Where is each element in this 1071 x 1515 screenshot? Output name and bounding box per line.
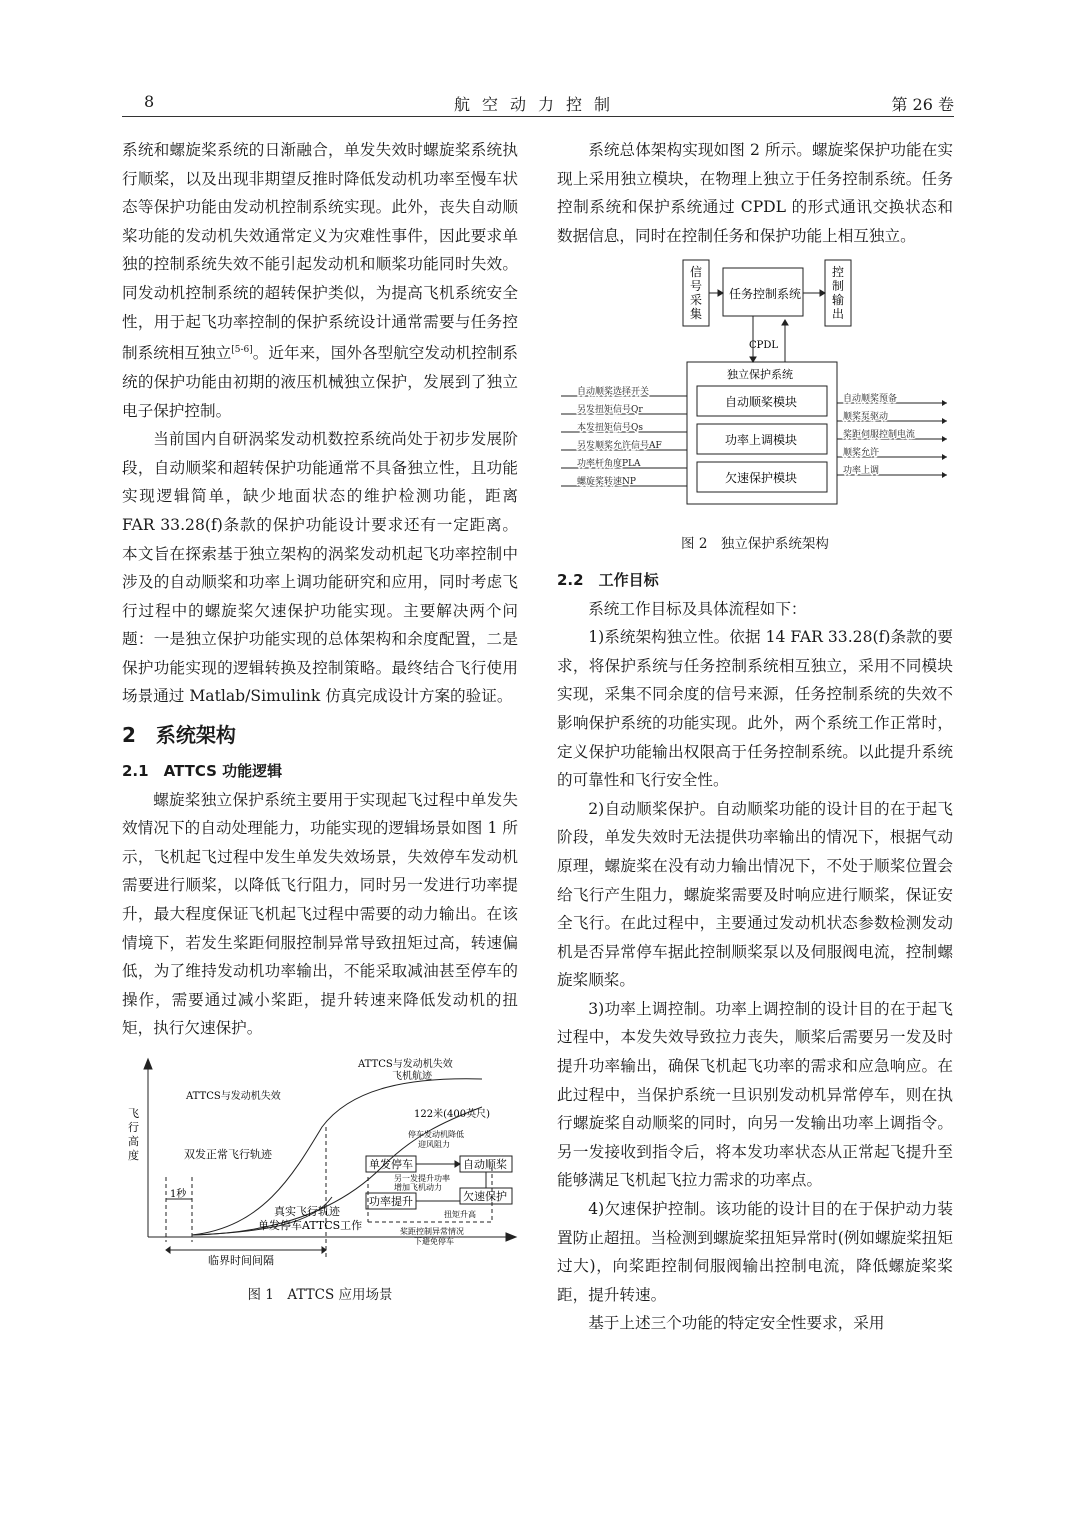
control-output-label: 控制输出 [832,265,845,322]
box-auto-feather: 自动顺桨 [463,1158,507,1171]
output-signal-label: 顺桨允许 [843,448,880,459]
input-signal-label: 自动顺桨选择开关 [577,387,650,398]
input-signal-list [561,385,687,487]
paragraph: 螺旋桨独立保护系统主要用于实现起飞过程中单发失效情况下的自动处理能力，功能实现的逻辑场景如图 1 所示，飞机起飞过程中发生单发失效场景，失效停车发动机需要进行顺桨，以降低飞行阻力，同时另一发进行功率提升，最大程度保证飞机起飞过程中需要的动力输出。在该情境下，若发生桨距伺服控制异常导致扭矩过高，转速偏低，为了维持发动机功率输出，不能采取减油甚至停车的操作，需要通过减小桨距，提升转速来降低发动机的扭矩，执行欠速保护。 [122,790,518,1038]
subsection-heading: 2.1 ATTCS 功能逻辑 [122,761,283,780]
output-signal-label: 桨距伺服控制电流 [843,430,916,441]
label-critical-interval: 临界时间间隔 [208,1254,274,1267]
section-heading: 2 系统架构 [122,723,236,748]
paragraph: 当前国内自研涡桨发动机数控系统尚处于初步发展阶段，自动顺桨和超转保护功能通常不具备独立性，且功能实现逻辑简单，缺少地面状态的维护检测功能，距离 FAR 33.28(f)条款的保护功能设计要求还有一定距离。本文旨在探索基于独立架构的涡桨发动机起飞功率控制中涉及的自动顺桨和功率上调功能研究和应用，同时考虑飞行过程中的螺旋桨欠速保护功能实现。主要解决两个问题：一是独立保护功能实现的总体架构和余度配置，二是保护功能实现的逻辑转换及控制策略。最终结合飞行使用场景通过 Matlab/Simulink 仿真完成设计方案的验证。 [122,430,518,706]
label-torque-rise: 扭矩升高 [444,1210,476,1219]
output-arrow [942,418,947,424]
label-122m: 122米(400英尺) [414,1109,490,1120]
module-underspeed: 欠速保护模块 [725,471,798,486]
protection-architecture-diagram [557,256,953,516]
output-signal-label: 功率上调 [843,466,880,477]
paragraph: 4)欠速保护控制。该功能的设计目的在于保护动力装置防止超扭。当检测到螺旋桨扭矩异常时(例如螺旋桨扭矩过大)，向桨距控制伺服阀输出控制电流，降低螺旋桨桨距，提升转速。 [557,1200,953,1304]
output-arrow [942,436,947,442]
label-drag-2: 迎风阻力 [418,1140,450,1149]
figure-1 [122,1057,518,1309]
output-signal-label: 顺桨泵驱动 [843,412,889,423]
box-power-up: 功率提升 [369,1195,413,1208]
signal-collect-label: 信号采集 [690,265,703,322]
figure-2-caption: 图 2 独立保护系统架构 [681,535,829,552]
label-fail-route-2: 飞机航迹 [392,1071,432,1082]
page-header [122,92,954,114]
label-real-2: 单发停车ATTCS工作 [258,1219,363,1232]
header-rule [122,116,954,117]
module-auto-feather: 自动顺桨模块 [725,395,798,410]
paragraph-text: 系统和螺旋桨系统的日渐融合，单发失效时螺旋桨系统执行顺桨，以及出现非期望反推时降低发动机功率至慢车状态等保护功能由发动机控制系统实现。此外，丧失自动顺桨功能的发动机失效通常定义为灾难性事件，因此要求单独的控制系统失效不能引起发动机和顺桨功能同时失效。同发动机控制系统的超转保护类似，为提高飞机系统安全性，用于起飞功率控制的保护系统设计通常需要与任务控制系统相互独立 [122,141,518,363]
y-axis-label: 飞行高度 [128,1107,139,1162]
output-arrow [942,472,947,478]
paragraph: 系统工作目标及具体流程如下： [588,599,807,618]
label-pitch-1: 桨距控制异常情况 [400,1227,464,1236]
output-arrow [942,400,947,406]
input-signal-label: 本发扭矩信号Qs [577,423,643,434]
label-fail: ATTCS与发动机失效 [186,1091,281,1102]
label-other-1: 另一发提升功率 [394,1174,450,1183]
page-number: 8 [144,92,155,111]
left-column [122,136,518,1313]
independent-protection-system: 独立保护系统 [727,368,793,382]
label-fail-route-1: ATTCS与发动机失效 [358,1059,453,1070]
volume-label: 第 26 卷 [891,95,954,114]
paragraph: 基于上述三个功能的特定安全性要求，采用 [588,1314,885,1333]
label-1s: 1秒 [170,1189,187,1200]
task-control-system: 任务控制系统 [729,287,802,302]
journal-title: 航空动力控制 [453,95,622,114]
input-signal-label: 功率杆角度PLA [577,459,641,470]
label-real-1: 真实飞行轨迹 [274,1205,340,1218]
figure-2 [557,256,953,558]
subsection-heading: 2.2 工作目标 [557,570,659,589]
right-column [557,136,953,1338]
figure-1-caption: 图 1 ATTCS 应用场景 [247,1286,393,1303]
input-signal-label: 另发扭矩信号Qr [577,405,643,416]
box-underspeed: 欠速保护 [463,1190,507,1203]
paragraph: 1)系统架构独立性。依据 14 FAR 33.28(f)条款的要求，将保护系统与任务控制系统相互独立，采用不同模块实现，采集不同余度的信号来源，任务控制系统的失效不影响保护系统的功能实现。此外，两个系统工作正常时，定义保护功能输出权限高于任务控制系统。以此提升系统的可靠性和飞行安全性。 [557,628,953,790]
attcs-scenario-diagram [122,1057,518,1267]
label-pitch-2: 下避免停车 [414,1237,454,1246]
box-single-stop: 单发停车 [369,1158,413,1171]
output-signal-list [837,392,947,478]
label-other-2: 增加飞机动力 [394,1183,442,1192]
paragraph: 系统总体架构实现如图 2 所示。螺旋桨保护功能在实现上采用独立模块，在物理上独立于任务控制系统。任务控制系统和保护系统通过 CPDL 的形式通讯交换状态和数据信息，同时在控制任务和保护功能上相互独立。 [557,141,953,245]
label-normal-track: 双发正常飞行轨迹 [184,1148,272,1161]
cpdl-label: CPDL [749,340,779,352]
paragraph: 2)自动顺桨保护。自动顺桨功能的设计目的在于起飞阶段，单发失效时无法提供功率输出的情况下，根据气动原理，螺旋桨在没有动力输出情况下，不处于顺桨位置会给飞行产生阻力，螺旋桨需要及时响应进行顺桨，保证安全飞行。在此过程中，主要通过发动机状态参数检测发动机是否异常停车据此控制顺桨泵以及伺服阀电流，控制螺旋桨顺桨。 [557,799,953,990]
output-signal-label: 自动顺桨预备 [843,394,898,405]
label-drag-1: 停车发动机降低 [408,1130,464,1139]
paragraph [122,136,518,425]
output-arrow [942,454,947,460]
input-signal-label: 螺旋桨转速NP [577,477,636,488]
citation: [5-6] [231,345,253,356]
module-power-up: 功率上调模块 [725,433,798,448]
input-signal-label: 另发顺桨允许信号AF [577,441,662,452]
paragraph-text: 。近年来，国外各型航空发动机控制系统的保护功能由初期的液压机械独立保护，发展到了独立电子保护控制。 [122,344,518,420]
paragraph: 3)功率上调控制。功率上调控制的设计目的在于起飞过程中，本发失效导致拉力丧失，顺桨后需要另一发及时提升功率输出，确保飞机起飞功率的需求和应急响应。在此过程中，当保护系统一旦识别发动机异常停车，则在执行螺旋桨自动顺桨的同时，向另一发输出功率上调指令。另一发接收到指令后，将本发功率状态从正常起飞提升至能够满足飞机起飞拉力需求的功率点。 [557,999,953,1190]
